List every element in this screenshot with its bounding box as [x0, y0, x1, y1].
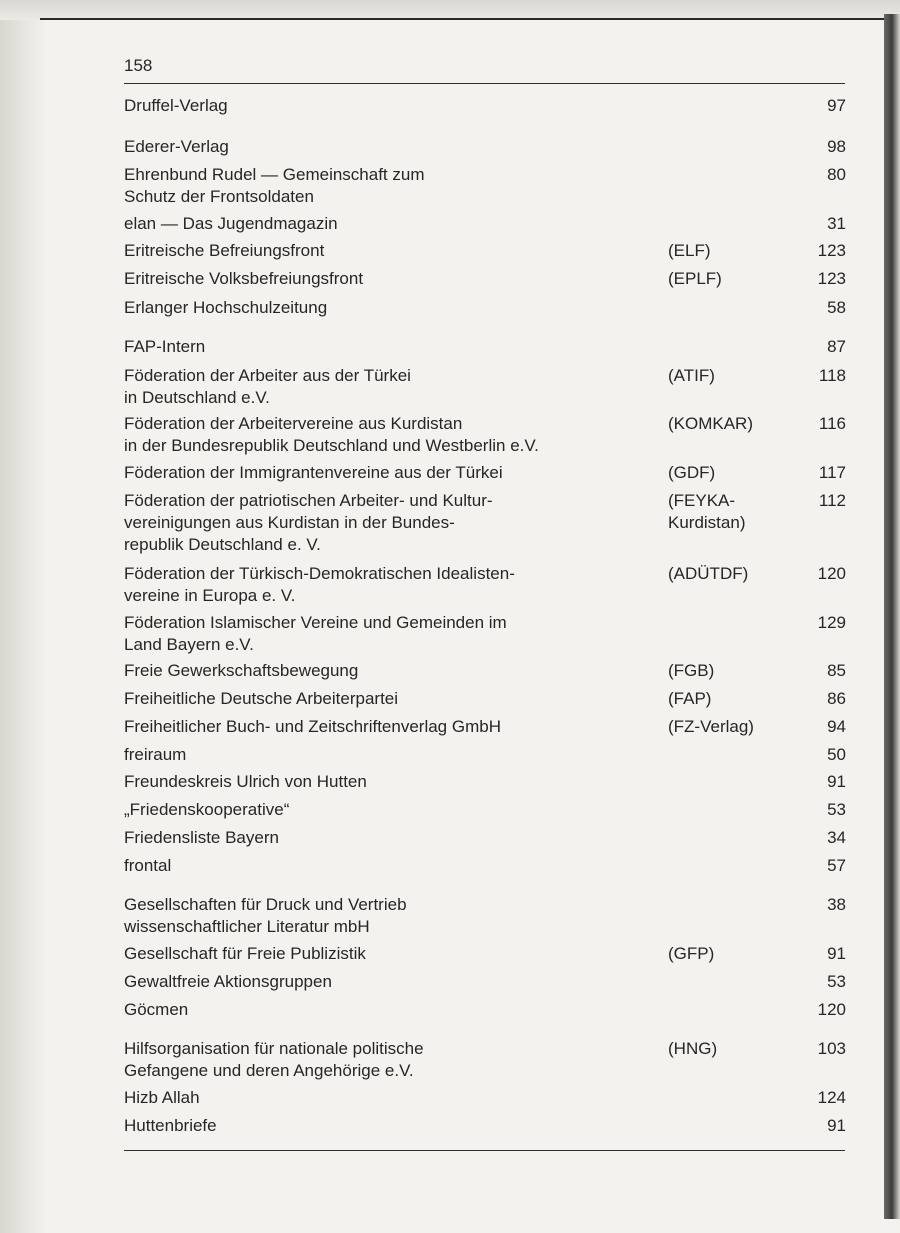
entry-name	[124, 744, 654, 766]
entry-page-number: 117	[818, 463, 846, 482]
entry-name-line: Gewaltfreie Aktionsgruppen	[124, 972, 332, 991]
footer-rule	[124, 1150, 845, 1151]
entry-name-line: Gesellschaft für Freie Publizistik	[124, 944, 366, 963]
entry-name-line: Eritreische Volksbefreiungsfront	[124, 269, 364, 288]
entry-name	[124, 268, 654, 290]
entry-abbreviation	[668, 490, 788, 534]
entry-page-number: 57	[827, 856, 846, 875]
entry-page-number: 129	[817, 613, 846, 632]
entry-name	[124, 95, 654, 117]
entry-name-line: Föderation Islamischer Vereine und Gemeinden im	[124, 613, 507, 632]
entry-page-number: 85	[827, 661, 846, 680]
entry-name	[124, 365, 654, 409]
entry-abbreviation-line: (FAP)	[668, 689, 712, 708]
entry-name-line: Freiheitlicher Buch- und Zeitschriftenverlag GmbH	[124, 717, 501, 736]
entry-page-number: 91	[827, 944, 846, 963]
header-rule	[124, 83, 845, 84]
entry-name-line: Föderation der Arbeitervereine aus Kurdistan	[124, 414, 463, 433]
entry-page-number: 31	[827, 214, 846, 233]
entry-page-number: 34	[827, 828, 846, 847]
entry-page-number: 103	[817, 1039, 846, 1058]
page-top-border	[40, 18, 886, 20]
entry-page-number: 97	[827, 96, 846, 115]
page-top-edge	[0, 0, 900, 20]
entry-name	[124, 971, 654, 993]
entry-page-number: 98	[827, 137, 846, 156]
entry-abbreviation	[668, 240, 788, 262]
entry-name-line: Huttenbriefe	[124, 1116, 217, 1135]
entry-page-number: 91	[827, 772, 846, 791]
entry-name-line: Gesellschaften für Druck und Vertrieb	[124, 895, 407, 914]
entry-name-line: Friedensliste Bayern	[124, 828, 279, 847]
entry-name	[124, 660, 654, 682]
entry-page-number: 116	[818, 414, 846, 433]
entry-name-line: frontal	[124, 856, 172, 875]
entry-name-line: freiraum	[124, 745, 187, 764]
entry-name-line: Föderation der Arbeiter aus der Türkei	[124, 366, 411, 385]
entry-name-line: Erlanger Hochschulzeitung	[124, 298, 328, 317]
entry-page-number: 120	[817, 564, 846, 583]
entry-abbreviation-line: (KOMKAR)	[668, 414, 753, 433]
entry-abbreviation-line: (HNG)	[668, 1039, 718, 1058]
entry-page-number: 80	[827, 165, 846, 184]
entry-name	[124, 855, 654, 877]
entry-name	[124, 999, 654, 1021]
entry-abbreviation-line: (EPLF)	[668, 269, 722, 288]
entry-page-number: 124	[817, 1088, 846, 1107]
entry-name-line: „Friedenskooperative“	[124, 800, 290, 819]
entry-page-number: 120	[817, 1000, 846, 1019]
entry-name	[124, 1115, 654, 1137]
entry-name	[124, 827, 654, 849]
entry-name-line: Hizb Allah	[124, 1088, 200, 1107]
entry-name-line: in der Bundesrepublik Deutschland und Westberlin e.V.	[124, 436, 539, 455]
entry-page-number: 118	[818, 366, 846, 385]
entry-page-number: 87	[827, 337, 846, 356]
entry-name-line: elan — Das Jugendmagazin	[124, 214, 338, 233]
entry-name	[124, 336, 654, 358]
entry-page-number: 58	[827, 298, 846, 317]
entry-abbreviation-line: (FZ-Verlag)	[668, 717, 754, 736]
entry-abbreviation	[668, 413, 788, 435]
entry-name-line: Land Bayern e.V.	[124, 635, 254, 654]
entry-name	[124, 612, 654, 656]
entry-name-line: vereine in Europa e. V.	[124, 586, 296, 605]
entry-abbreviation	[668, 462, 788, 484]
entry-abbreviation	[668, 268, 788, 290]
entry-name-line: vereinigungen aus Kurdistan in der Bundes-	[124, 513, 455, 532]
entry-page-number: 112	[818, 491, 846, 510]
entry-name	[124, 563, 654, 607]
entry-name	[124, 490, 654, 556]
entry-name	[124, 1087, 654, 1109]
entry-name	[124, 462, 654, 484]
entry-name-line: Freie Gewerkschaftsbewegung	[124, 661, 359, 680]
entry-abbreviation-line: (ADÜTDF)	[668, 564, 749, 583]
entry-name-line: Druffel-Verlag	[124, 96, 228, 115]
entry-name-line: Gefangene und deren Angehörige e.V.	[124, 1061, 414, 1080]
entry-name-line: Eritreische Befreiungsfront	[124, 241, 325, 260]
entry-name-line: Freundeskreis Ulrich von Hutten	[124, 772, 367, 791]
entry-name-line: republik Deutschland e. V.	[124, 535, 321, 554]
entry-name	[124, 894, 654, 938]
entry-name-line: Föderation der patriotischen Arbeiter- und Kultur-	[124, 491, 493, 510]
entry-abbreviation	[668, 563, 788, 585]
entry-abbreviation-line: (ELF)	[668, 241, 711, 260]
entry-name	[124, 771, 654, 793]
entry-page-number: 94	[827, 717, 846, 736]
page-right-edge	[884, 14, 900, 1219]
entry-abbreviation-line: Kurdistan)	[668, 513, 746, 532]
entry-name	[124, 240, 654, 262]
entry-abbreviation	[668, 943, 788, 965]
entry-name-line: Schutz der Frontsoldaten	[124, 187, 314, 206]
entry-abbreviation-line: (GFP)	[668, 944, 715, 963]
entry-name-line: Ederer-Verlag	[124, 137, 229, 156]
entry-abbreviation-line: (GDF)	[668, 463, 716, 482]
entry-abbreviation	[668, 688, 788, 710]
entry-page-number: 86	[827, 689, 846, 708]
entry-name-line: in Deutschland e.V.	[124, 388, 270, 407]
page-number: 158	[124, 56, 153, 75]
entry-name	[124, 716, 654, 738]
entry-page-number: 53	[827, 800, 846, 819]
entry-name	[124, 136, 654, 158]
entry-name-line: Göcmen	[124, 1000, 189, 1019]
entry-abbreviation-line: (FEYKA-	[668, 491, 736, 510]
entry-name	[124, 164, 654, 208]
entry-page-number: 50	[827, 745, 846, 764]
entry-page-number: 123	[817, 269, 846, 288]
entry-name	[124, 297, 654, 319]
entry-abbreviation	[668, 1038, 788, 1060]
entry-name	[124, 413, 654, 457]
entry-name-line: FAP-Intern	[124, 337, 206, 356]
page-binding-shadow	[0, 0, 48, 1233]
entry-page-number: 123	[817, 241, 846, 260]
entry-page-number: 38	[827, 895, 846, 914]
entry-name	[124, 943, 654, 965]
entry-abbreviation-line: (FGB)	[668, 661, 715, 680]
entry-page-number: 91	[827, 1116, 846, 1135]
entry-name-line: Hilfsorganisation für nationale politische	[124, 1039, 424, 1058]
entry-name-line: Föderation der Türkisch-Demokratischen Idealisten-	[124, 564, 515, 583]
entry-name-line: wissenschaftlicher Literatur mbH	[124, 917, 370, 936]
entry-page-number: 53	[827, 972, 846, 991]
entry-name-line: Ehrenbund Rudel — Gemeinschaft zum	[124, 165, 425, 184]
entry-abbreviation	[668, 716, 788, 738]
entry-abbreviation-line: (ATIF)	[668, 366, 715, 385]
entry-name	[124, 799, 654, 821]
entry-abbreviation	[668, 365, 788, 387]
entry-abbreviation	[668, 660, 788, 682]
entry-name	[124, 688, 654, 710]
entry-name-line: Föderation der Immigrantenvereine aus der Türkei	[124, 463, 503, 482]
entry-name-line: Freiheitliche Deutsche Arbeiterpartei	[124, 689, 399, 708]
entry-name	[124, 1038, 654, 1082]
entry-name	[124, 213, 654, 235]
